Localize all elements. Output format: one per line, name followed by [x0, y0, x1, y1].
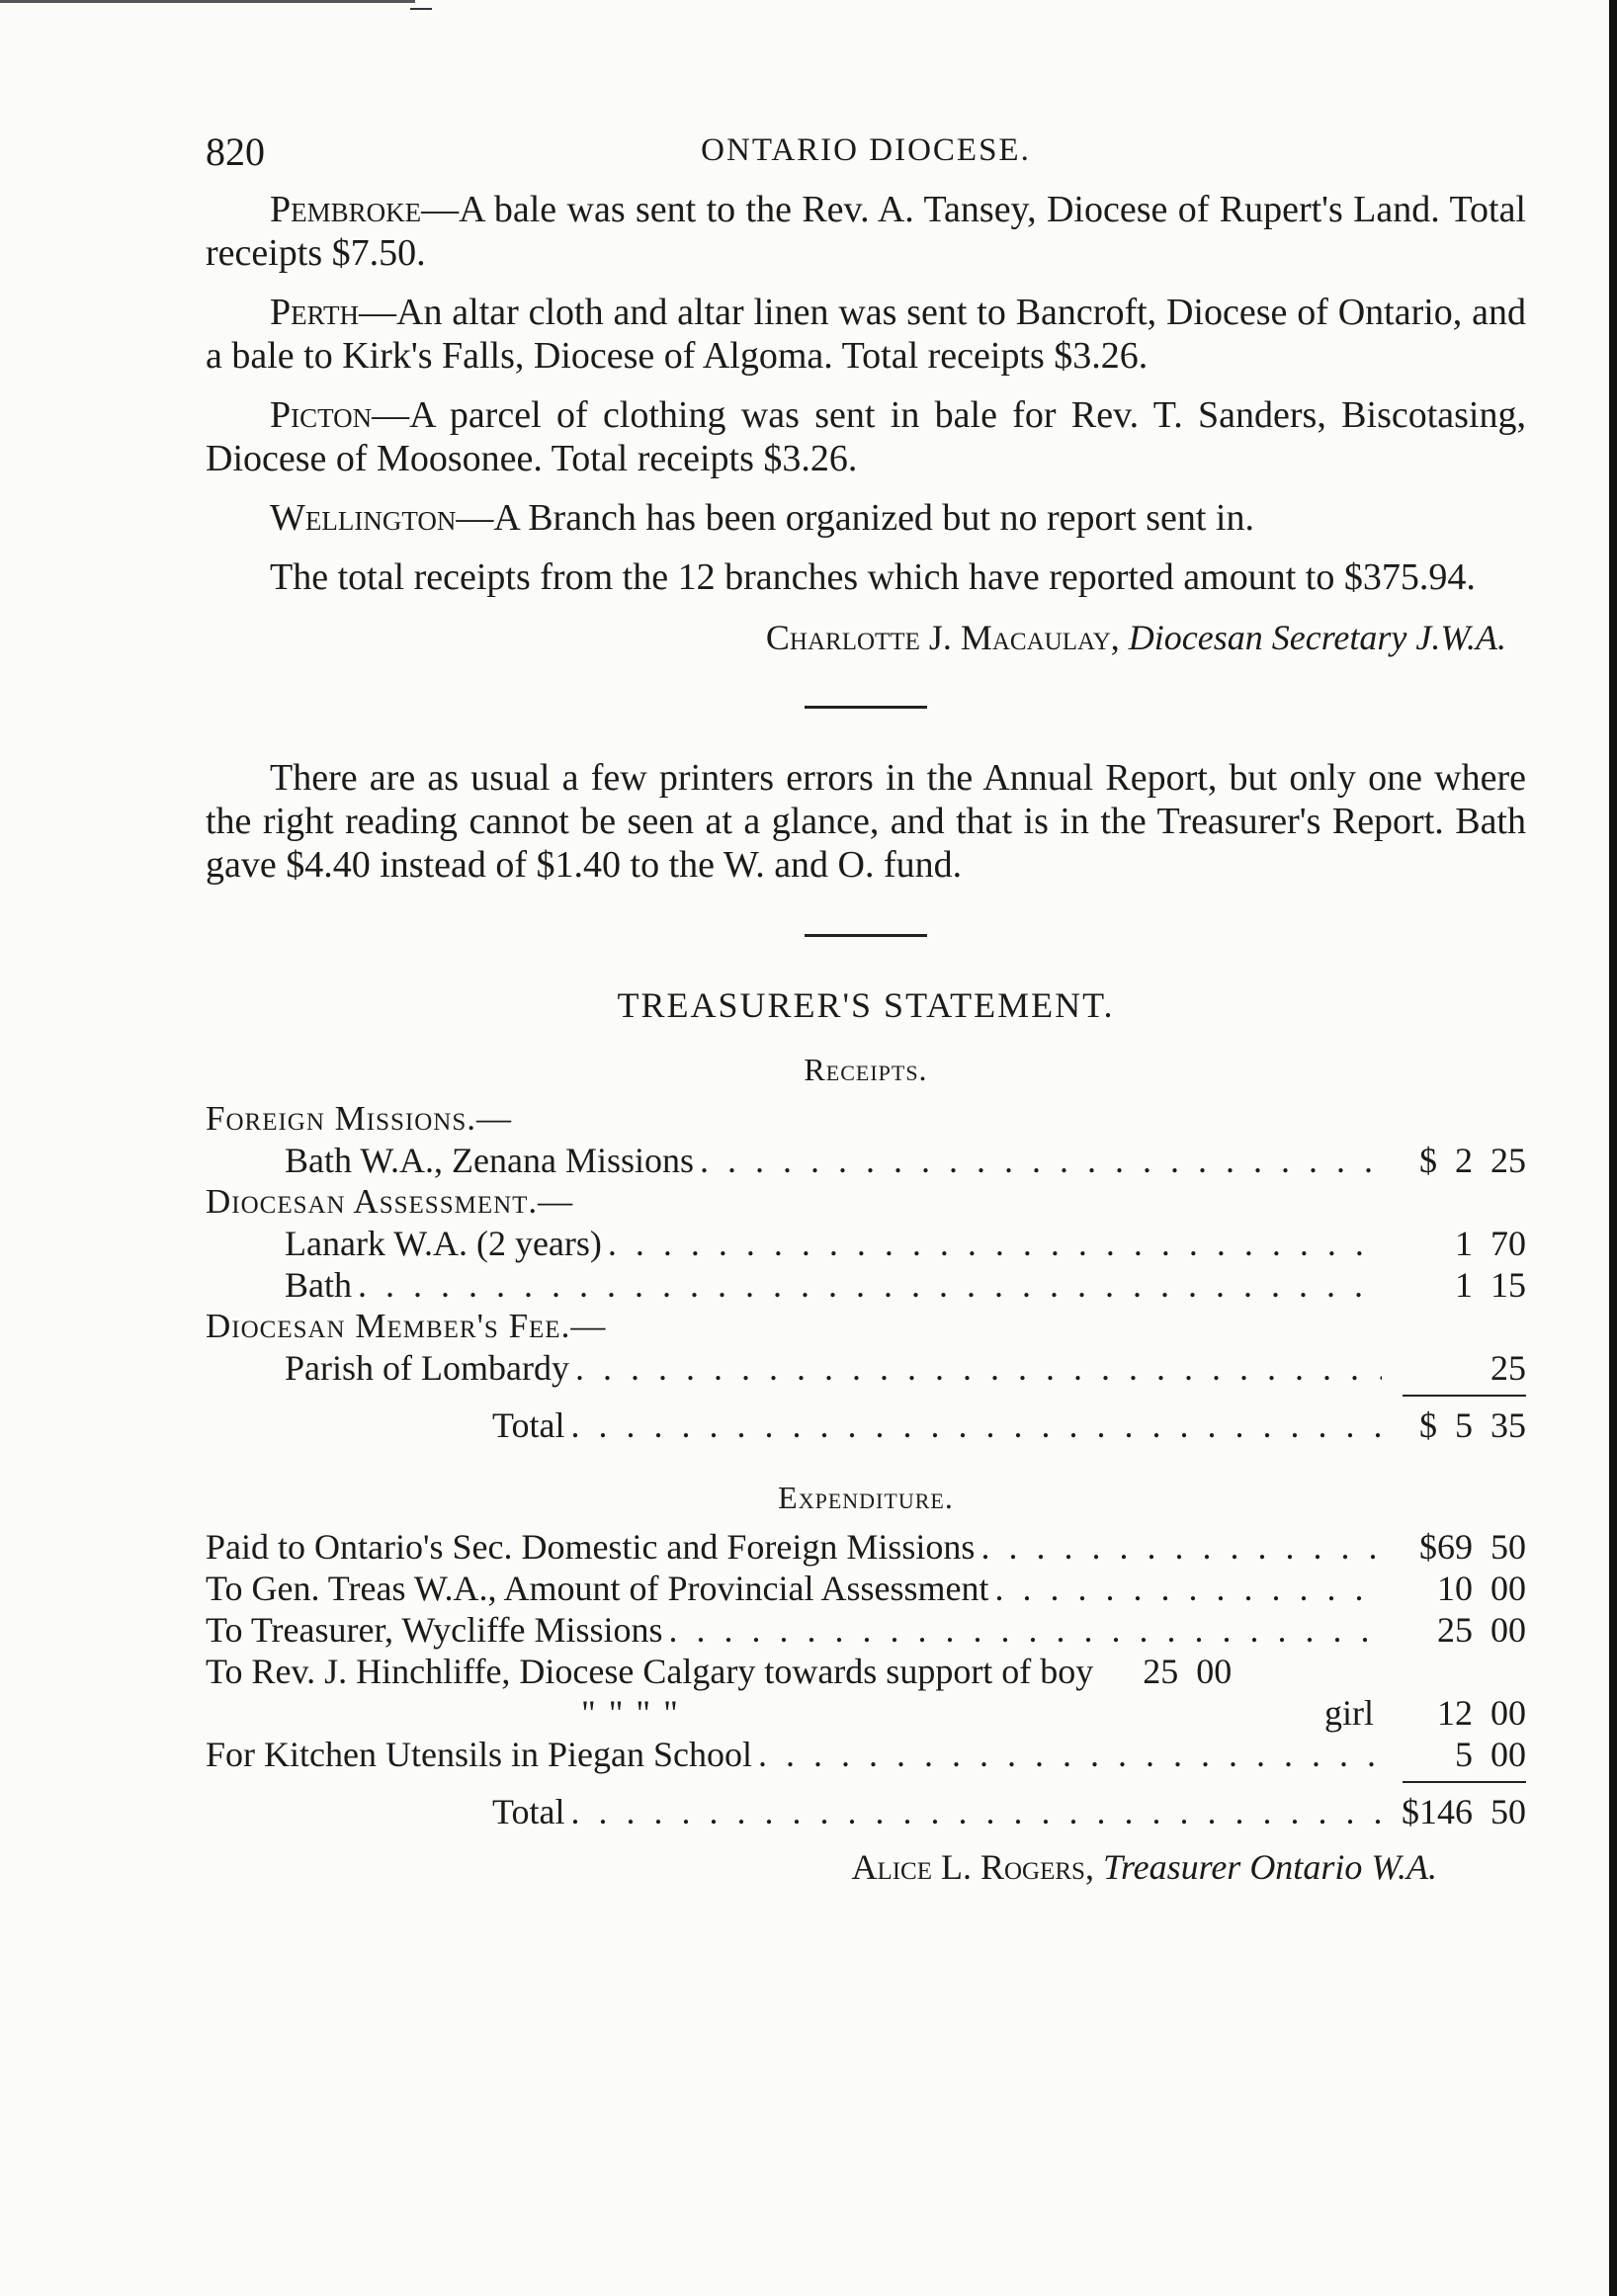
ledger-row	[206, 1651, 1526, 1692]
dot-leader	[995, 1568, 1383, 1609]
treasurer-signature	[206, 1846, 1526, 1888]
report-place: Wellington	[270, 497, 457, 539]
report-pembroke	[206, 188, 1526, 275]
ledger-row	[206, 1734, 1526, 1775]
report-text: —A Branch has been organized but no report sent in.	[456, 497, 1254, 539]
dot-leader	[358, 1264, 1382, 1306]
page-body	[206, 128, 1526, 1888]
page-header	[206, 128, 1526, 188]
statement-title: TREASURER'S STATEMENT.	[617, 985, 1115, 1025]
errata-paragraph: There are as usual a few printers errors in the Annual Report, but only one where the right reading cannot be seen at a glance, and that is in the Treasurer's Report. Bath gave $4.40 instead of $1.40 to the W. and O. fund.	[206, 757, 1526, 886]
dot-leader	[669, 1609, 1382, 1651]
row-label: Bath	[285, 1265, 352, 1305]
secretary-signature	[206, 617, 1526, 658]
row-amount: 25 00	[1437, 1610, 1526, 1650]
ledger-row	[206, 1609, 1526, 1651]
row-amount: 10 00	[1437, 1569, 1526, 1608]
page-edge	[1609, 0, 1617, 2296]
signature-title: Treasurer Ontario W.A.	[1102, 1847, 1437, 1887]
sum-rule	[1403, 1781, 1526, 1783]
row-amount: 12 00	[1437, 1693, 1526, 1733]
signature-title: Diocesan Secretary J.W.A.	[1128, 618, 1506, 657]
report-picton	[206, 393, 1526, 480]
report-text: —A parcel of clothing was sent in bale for Rev. T. Sanders, Biscotasing, Diocese of Moosonee. Total receipts $3.26.	[206, 394, 1526, 479]
row-label: Total	[492, 1405, 565, 1445]
signature-name: Alice L. Rogers,	[851, 1847, 1094, 1887]
ledger-row	[206, 1264, 1526, 1306]
category-heading: Diocesan Member's Fee.—	[206, 1307, 607, 1345]
ditto-marks: " " " "	[581, 1693, 680, 1733]
report-text: —An altar cloth and altar linen was sent to Bancroft, Diocese of Ontario, and a bale to Kirk's Falls, Diocese of Algoma. Total receipts $3.26.	[206, 292, 1526, 377]
category-heading: Diocesan Assessment.—	[206, 1182, 574, 1221]
ledger-row	[206, 1526, 1526, 1568]
row-label: To Rev. J. Hinchliffe, Diocese Calgary towards support of boy	[206, 1652, 1094, 1691]
dot-leader	[700, 1140, 1382, 1181]
row-amount: 25 00	[1143, 1652, 1233, 1691]
ledger-row	[206, 1140, 1526, 1181]
expenditure-total-row	[206, 1791, 1526, 1832]
top-rule	[0, 0, 415, 3]
row-amount: 1 15	[1455, 1265, 1526, 1305]
row-amount: $146 50	[1402, 1792, 1526, 1831]
dot-leader	[575, 1347, 1382, 1389]
category-heading: Foreign Missions.—	[206, 1099, 512, 1138]
row-amount: 5 00	[1455, 1735, 1526, 1774]
dot-leader	[758, 1734, 1382, 1775]
row-amount: $ 2 25	[1419, 1141, 1526, 1180]
report-place: Perth	[270, 292, 360, 333]
row-amount: $ 5 35	[1419, 1405, 1526, 1445]
report-perth	[206, 291, 1526, 378]
total-receipts-paragraph: The total receipts from the 12 branches which have reported amount to $375.94.	[270, 556, 1476, 598]
row-amount: 1 70	[1455, 1224, 1526, 1263]
divider	[805, 706, 927, 709]
dot-leader	[570, 1404, 1382, 1446]
row-label: Bath W.A., Zenana Missions	[285, 1141, 694, 1180]
ledger-row	[206, 1568, 1526, 1609]
row-label: For Kitchen Utensils in Piegan School	[206, 1735, 752, 1774]
report-text: —A bale was sent to the Rev. A. Tansey, Diocese of Rupert's Land. Total receipts $7.50.	[206, 189, 1526, 274]
ditto-row	[206, 1692, 1526, 1734]
row-label: Parish of Lombardy	[285, 1348, 569, 1388]
sum-rule	[1403, 1395, 1526, 1397]
page-number: 820	[206, 129, 265, 174]
report-place: Picton	[270, 394, 373, 436]
report-place: Pembroke	[270, 189, 422, 230]
expenditure-heading: Expenditure.	[778, 1480, 954, 1515]
receipts-total-row	[206, 1404, 1526, 1446]
row-label: Paid to Ontario's Sec. Domestic and Foreign Missions	[206, 1527, 976, 1567]
row-amount: 25	[1490, 1348, 1526, 1388]
divider	[805, 934, 927, 937]
row-label: Total	[492, 1792, 565, 1831]
top-dash	[410, 8, 432, 10]
row-label: girl	[1324, 1693, 1374, 1733]
ledger-row	[206, 1347, 1526, 1389]
running-title: ONTARIO DIOCESE.	[701, 132, 1031, 168]
row-amount: $69 50	[1419, 1527, 1526, 1567]
report-wellington	[206, 496, 1526, 540]
dot-leader	[608, 1223, 1382, 1264]
receipts-heading: Receipts.	[804, 1052, 928, 1087]
dot-leader	[980, 1526, 1382, 1568]
row-label: To Treasurer, Wycliffe Missions	[206, 1610, 663, 1650]
row-label: Lanark W.A. (2 years)	[285, 1224, 602, 1263]
dot-leader	[570, 1791, 1382, 1832]
signature-name: Charlotte J. Macaulay,	[765, 618, 1120, 657]
ledger-row	[206, 1223, 1526, 1264]
row-label: To Gen. Treas W.A., Amount of Provincial Assessment	[206, 1569, 989, 1608]
